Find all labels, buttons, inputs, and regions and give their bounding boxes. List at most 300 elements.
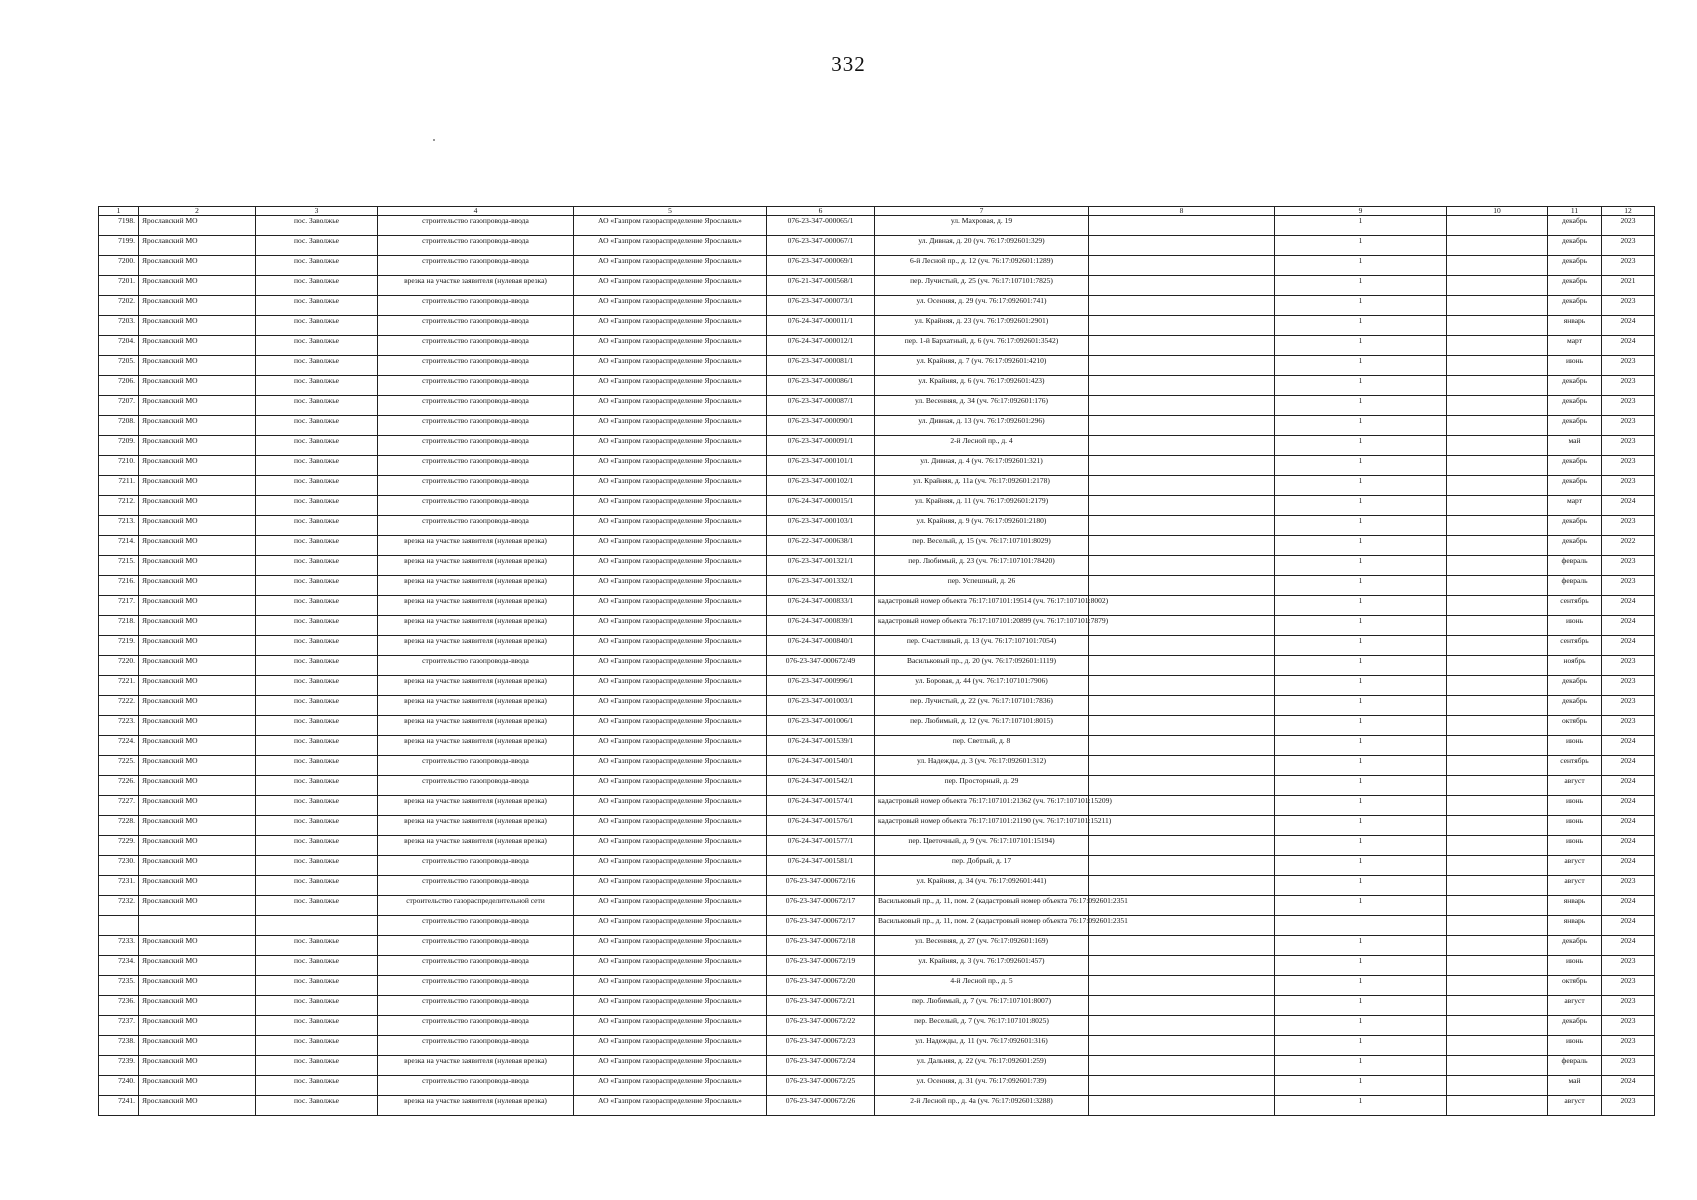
column-number-row: [99, 207, 1655, 216]
address-cell: ул. Крайняя, д. 3 (уч. 76:17:092601:457): [875, 956, 1089, 976]
table-row: [99, 696, 1655, 716]
year-cell: 2024: [1602, 616, 1655, 636]
column-10-cell: [1447, 796, 1548, 816]
scan-speck: [433, 139, 435, 141]
organization-cell: АО «Газпром газораспределение Ярославль»: [574, 276, 767, 296]
address-cell: пер. Веселый, д. 15 (уч. 76:17:107101:8029): [875, 536, 1089, 556]
settlement-cell: пос. Заволжье: [256, 236, 378, 256]
column-8-cell: [1089, 816, 1275, 836]
address-cell: ул. Махровая, д. 19: [875, 216, 1089, 236]
contract-number-cell: 076-23-347-000672/22: [767, 1016, 875, 1036]
row-number: 7241.: [99, 1096, 139, 1116]
year-cell: 2024: [1602, 496, 1655, 516]
quantity-cell: 1: [1275, 816, 1447, 836]
quantity-cell: 1: [1275, 416, 1447, 436]
municipality-cell: Ярославский МО: [139, 476, 256, 496]
organization-cell: АО «Газпром газораспределение Ярославль»: [574, 456, 767, 476]
settlement-cell: пос. Заволжье: [256, 636, 378, 656]
organization-cell: АО «Газпром газораспределение Ярославль»: [574, 436, 767, 456]
quantity-cell: 1: [1275, 956, 1447, 976]
quantity-cell: 1: [1275, 596, 1447, 616]
settlement-cell: пос. Заволжье: [256, 496, 378, 516]
settlement-cell: пос. Заволжье: [256, 376, 378, 396]
row-number: 7207.: [99, 396, 139, 416]
row-number: 7213.: [99, 516, 139, 536]
column-10-cell: [1447, 216, 1548, 236]
municipality-cell: Ярославский МО: [139, 836, 256, 856]
month-cell: декабрь: [1548, 256, 1602, 276]
organization-cell: АО «Газпром газораспределение Ярославль»: [574, 1056, 767, 1076]
work-type-cell: врезка на участке заявителя (нулевая врезка): [378, 636, 574, 656]
column-10-cell: [1447, 936, 1548, 956]
column-10-cell: [1447, 516, 1548, 536]
year-cell: 2024: [1602, 776, 1655, 796]
column-8-cell: [1089, 476, 1275, 496]
year-cell: 2023: [1602, 396, 1655, 416]
address-cell: ул. Дальняя, д. 22 (уч. 76:17:092601:259): [875, 1056, 1089, 1076]
quantity-cell: 1: [1275, 456, 1447, 476]
column-10-cell: [1447, 636, 1548, 656]
year-cell: 2023: [1602, 376, 1655, 396]
month-cell: сентябрь: [1548, 636, 1602, 656]
month-cell: февраль: [1548, 1056, 1602, 1076]
organization-cell: АО «Газпром газораспределение Ярославль»: [574, 876, 767, 896]
contract-number-cell: 076-23-347-000073/1: [767, 296, 875, 316]
year-cell: 2024: [1602, 316, 1655, 336]
year-cell: 2024: [1602, 736, 1655, 756]
work-type-cell: строительство газопровода-ввода: [378, 396, 574, 416]
column-8-cell: [1089, 1016, 1275, 1036]
address-cell: ул. Крайняя, д. 11 (уч. 76:17:092601:2179): [875, 496, 1089, 516]
organization-cell: АО «Газпром газораспределение Ярославль»: [574, 416, 767, 436]
month-cell: июнь: [1548, 816, 1602, 836]
quantity-cell: 1: [1275, 316, 1447, 336]
column-10-cell: [1447, 316, 1548, 336]
contract-number-cell: 076-23-347-000672/21: [767, 996, 875, 1016]
contract-number-cell: 076-23-347-001003/1: [767, 696, 875, 716]
contract-number-cell: 076-23-347-000081/1: [767, 356, 875, 376]
column-10-cell: [1447, 596, 1548, 616]
settlement-cell: пос. Заволжье: [256, 1036, 378, 1056]
column-10-cell: [1447, 956, 1548, 976]
month-cell: январь: [1548, 896, 1602, 916]
work-type-cell: строительство газопровода-ввода: [378, 456, 574, 476]
address-cell: ул. Надежды, д. 11 (уч. 76:17:092601:316): [875, 1036, 1089, 1056]
work-type-cell: врезка на участке заявителя (нулевая врезка): [378, 536, 574, 556]
table-row: [99, 496, 1655, 516]
table-row: [99, 236, 1655, 256]
settlement-cell: пос. Заволжье: [256, 736, 378, 756]
table-row: [99, 1076, 1655, 1096]
row-number: 7201.: [99, 276, 139, 296]
work-type-cell: врезка на участке заявителя (нулевая врезка): [378, 576, 574, 596]
month-cell: август: [1548, 856, 1602, 876]
column-10-cell: [1447, 616, 1548, 636]
work-type-cell: строительство газопровода-ввода: [378, 936, 574, 956]
column-10-cell: [1447, 736, 1548, 756]
municipality-cell: Ярославский МО: [139, 296, 256, 316]
row-number: 7233.: [99, 936, 139, 956]
quantity-cell: 1: [1275, 296, 1447, 316]
table-row: [99, 1036, 1655, 1056]
column-8-cell: [1089, 836, 1275, 856]
page-number: 332: [831, 52, 866, 76]
settlement-cell: пос. Заволжье: [256, 756, 378, 776]
table-row: [99, 836, 1655, 856]
organization-cell: АО «Газпром газораспределение Ярославль»: [574, 376, 767, 396]
table-row: [99, 476, 1655, 496]
year-cell: 2022: [1602, 536, 1655, 556]
address-cell: ул. Надежды, д. 3 (уч. 76:17:092601:312): [875, 756, 1089, 776]
quantity-cell: 1: [1275, 796, 1447, 816]
settlement-cell: пос. Заволжье: [256, 696, 378, 716]
column-10-cell: [1447, 336, 1548, 356]
column-10-cell: [1447, 536, 1548, 556]
municipality-cell: Ярославский МО: [139, 616, 256, 636]
column-10-cell: [1447, 376, 1548, 396]
organization-cell: АО «Газпром газораспределение Ярославль»: [574, 616, 767, 636]
column-10-cell: [1447, 716, 1548, 736]
column-8-cell: [1089, 756, 1275, 776]
contract-number-cell: 076-23-347-000065/1: [767, 216, 875, 236]
quantity-cell: 1: [1275, 656, 1447, 676]
month-cell: декабрь: [1548, 376, 1602, 396]
column-10-cell: [1447, 236, 1548, 256]
year-cell: 2023: [1602, 476, 1655, 496]
municipality-cell: Ярославский МО: [139, 1036, 256, 1056]
contract-number-cell: 076-24-347-001581/1: [767, 856, 875, 876]
row-number: 7235.: [99, 976, 139, 996]
address-cell: кадастровый номер объекта 76:17:107101:20899 (уч. 76:17:107101:7879): [875, 616, 1089, 636]
organization-cell: АО «Газпром газораспределение Ярославль»: [574, 356, 767, 376]
row-number: [99, 916, 139, 936]
month-cell: август: [1548, 1096, 1602, 1116]
contract-number-cell: 076-24-347-000011/1: [767, 316, 875, 336]
address-cell: пер. Любимый, д. 23 (уч. 76:17:107101:78420): [875, 556, 1089, 576]
month-cell: август: [1548, 996, 1602, 1016]
settlement-cell: пос. Заволжье: [256, 956, 378, 976]
year-cell: 2023: [1602, 436, 1655, 456]
row-number: 7214.: [99, 536, 139, 556]
organization-cell: АО «Газпром газораспределение Ярославль»: [574, 576, 767, 596]
column-10-cell: [1447, 296, 1548, 316]
municipality-cell: Ярославский МО: [139, 816, 256, 836]
year-cell: 2024: [1602, 756, 1655, 776]
row-number: 7215.: [99, 556, 139, 576]
contract-number-cell: 076-23-347-001321/1: [767, 556, 875, 576]
year-cell: 2023: [1602, 1096, 1655, 1116]
settlement-cell: пос. Заволжье: [256, 876, 378, 896]
work-type-cell: строительство газопровода-ввода: [378, 916, 574, 936]
year-cell: 2021: [1602, 276, 1655, 296]
column-10-cell: [1447, 756, 1548, 776]
settlement-cell: пос. Заволжье: [256, 856, 378, 876]
column-10-cell: [1447, 396, 1548, 416]
column-10-cell: [1447, 976, 1548, 996]
work-type-cell: строительство газопровода-ввода: [378, 476, 574, 496]
month-cell: январь: [1548, 316, 1602, 336]
municipality-cell: Ярославский МО: [139, 896, 256, 916]
settlement-cell: пос. Заволжье: [256, 336, 378, 356]
month-cell: февраль: [1548, 556, 1602, 576]
table-row: [99, 776, 1655, 796]
row-number: 7230.: [99, 856, 139, 876]
quantity-cell: 1: [1275, 276, 1447, 296]
work-type-cell: строительство газопровода-ввода: [378, 356, 574, 376]
year-cell: 2024: [1602, 596, 1655, 616]
quantity-cell: 1: [1275, 976, 1447, 996]
table-row: [99, 1016, 1655, 1036]
row-number: 7229.: [99, 836, 139, 856]
quantity-cell: 1: [1275, 676, 1447, 696]
address-cell: 2-й Лесной пр., д. 4: [875, 436, 1089, 456]
municipality-cell: Ярославский МО: [139, 936, 256, 956]
column-8-cell: [1089, 956, 1275, 976]
address-cell: пер. Цветочный, д. 9 (уч. 76:17:107101:15194): [875, 836, 1089, 856]
column-8-cell: [1089, 636, 1275, 656]
column-number: 9: [1275, 207, 1447, 216]
municipality-cell: Ярославский МО: [139, 336, 256, 356]
table-row: [99, 936, 1655, 956]
table-row: [99, 716, 1655, 736]
work-type-cell: строительство газопровода-ввода: [378, 756, 574, 776]
municipality-cell: Ярославский МО: [139, 456, 256, 476]
column-10-cell: [1447, 1096, 1548, 1116]
quantity-cell: 1: [1275, 216, 1447, 236]
organization-cell: АО «Газпром газораспределение Ярославль»: [574, 536, 767, 556]
address-cell: Васильковый пр., д. 11, пом. 2 (кадастровый номер объекта 76:17:092601:2351: [875, 916, 1089, 936]
row-number: 7224.: [99, 736, 139, 756]
column-number: 7: [875, 207, 1089, 216]
month-cell: декабрь: [1548, 1016, 1602, 1036]
quantity-cell: 1: [1275, 836, 1447, 856]
table-row: [99, 256, 1655, 276]
year-cell: 2023: [1602, 216, 1655, 236]
contract-number-cell: 076-23-347-000672/20: [767, 976, 875, 996]
quantity-cell: [1275, 916, 1447, 936]
contract-number-cell: 076-23-347-000101/1: [767, 456, 875, 476]
year-cell: 2023: [1602, 256, 1655, 276]
column-8-cell: [1089, 596, 1275, 616]
municipality-cell: Ярославский МО: [139, 1056, 256, 1076]
column-10-cell: [1447, 836, 1548, 856]
contract-number-cell: 076-23-347-000069/1: [767, 256, 875, 276]
address-cell: ул. Осенняя, д. 31 (уч. 76:17:092601:739): [875, 1076, 1089, 1096]
settlement-cell: пос. Заволжье: [256, 576, 378, 596]
column-10-cell: [1447, 276, 1548, 296]
work-type-cell: строительство газопровода-ввода: [378, 976, 574, 996]
work-type-cell: врезка на участке заявителя (нулевая врезка): [378, 276, 574, 296]
month-cell: декабрь: [1548, 676, 1602, 696]
table-row: [99, 376, 1655, 396]
work-type-cell: врезка на участке заявителя (нулевая врезка): [378, 616, 574, 636]
address-cell: ул. Весенняя, д. 27 (уч. 76:17:092601:169): [875, 936, 1089, 956]
settlement-cell: пос. Заволжье: [256, 676, 378, 696]
row-number: 7211.: [99, 476, 139, 496]
work-type-cell: строительство газопровода-ввода: [378, 876, 574, 896]
organization-cell: АО «Газпром газораспределение Ярославль»: [574, 716, 767, 736]
municipality-cell: [139, 916, 256, 936]
municipality-cell: Ярославский МО: [139, 736, 256, 756]
contract-number-cell: 076-23-347-000672/26: [767, 1096, 875, 1116]
year-cell: 2023: [1602, 516, 1655, 536]
column-10-cell: [1447, 876, 1548, 896]
month-cell: май: [1548, 1076, 1602, 1096]
contract-number-cell: 076-23-347-000672/18: [767, 936, 875, 956]
municipality-cell: Ярославский МО: [139, 636, 256, 656]
contract-number-cell: 076-21-347-000568/1: [767, 276, 875, 296]
year-cell: 2024: [1602, 856, 1655, 876]
month-cell: декабрь: [1548, 236, 1602, 256]
month-cell: декабрь: [1548, 276, 1602, 296]
contract-number-cell: 076-23-347-000672/49: [767, 656, 875, 676]
year-cell: 2023: [1602, 876, 1655, 896]
month-cell: июнь: [1548, 736, 1602, 756]
quantity-cell: 1: [1275, 556, 1447, 576]
column-8-cell: [1089, 516, 1275, 536]
municipality-cell: Ярославский МО: [139, 976, 256, 996]
address-cell: 6-й Лесной пр., д. 12 (уч. 76:17:092601:1289): [875, 256, 1089, 276]
month-cell: март: [1548, 336, 1602, 356]
work-type-cell: врезка на участке заявителя (нулевая врезка): [378, 676, 574, 696]
organization-cell: АО «Газпром газораспределение Ярославль»: [574, 1016, 767, 1036]
column-8-cell: [1089, 996, 1275, 1016]
work-type-cell: строительство газопровода-ввода: [378, 1076, 574, 1096]
quantity-cell: 1: [1275, 996, 1447, 1016]
contract-number-cell: 076-23-347-000672/19: [767, 956, 875, 976]
row-number: 7221.: [99, 676, 139, 696]
table-row: [99, 1056, 1655, 1076]
quantity-cell: 1: [1275, 436, 1447, 456]
contract-number-cell: 076-24-347-000833/1: [767, 596, 875, 616]
work-type-cell: строительство газораспределительной сети: [378, 896, 574, 916]
settlement-cell: пос. Заволжье: [256, 1016, 378, 1036]
contract-number-cell: 076-23-347-000091/1: [767, 436, 875, 456]
row-number: 7226.: [99, 776, 139, 796]
year-cell: 2023: [1602, 716, 1655, 736]
year-cell: 2023: [1602, 556, 1655, 576]
contract-number-cell: 076-24-347-000015/1: [767, 496, 875, 516]
address-cell: пер. Светлый, д. 8: [875, 736, 1089, 756]
table-row: [99, 216, 1655, 236]
column-10-cell: [1447, 816, 1548, 836]
quantity-cell: 1: [1275, 516, 1447, 536]
address-cell: кадастровый номер объекта 76:17:107101:21190 (уч. 76:17:107101:15211): [875, 816, 1089, 836]
work-type-cell: строительство газопровода-ввода: [378, 776, 574, 796]
organization-cell: АО «Газпром газораспределение Ярославль»: [574, 896, 767, 916]
row-number: 7220.: [99, 656, 139, 676]
table-row: [99, 296, 1655, 316]
settlement-cell: пос. Заволжье: [256, 296, 378, 316]
row-number: 7238.: [99, 1036, 139, 1056]
row-number: 7240.: [99, 1076, 139, 1096]
quantity-cell: 1: [1275, 856, 1447, 876]
municipality-cell: Ярославский МО: [139, 656, 256, 676]
column-8-cell: [1089, 616, 1275, 636]
year-cell: 2024: [1602, 836, 1655, 856]
month-cell: декабрь: [1548, 536, 1602, 556]
column-10-cell: [1447, 656, 1548, 676]
column-number: 8: [1089, 207, 1275, 216]
table-row: [99, 856, 1655, 876]
contract-number-cell: 076-23-347-000996/1: [767, 676, 875, 696]
address-cell: ул. Боровая, д. 44 (уч. 76:17:107101:7906): [875, 676, 1089, 696]
contract-number-cell: 076-24-347-001574/1: [767, 796, 875, 816]
organization-cell: АО «Газпром газораспределение Ярославль»: [574, 596, 767, 616]
table-row: [99, 596, 1655, 616]
column-8-cell: [1089, 1056, 1275, 1076]
row-number: 7199.: [99, 236, 139, 256]
year-cell: 2023: [1602, 456, 1655, 476]
table-row: [99, 916, 1655, 936]
work-type-cell: строительство газопровода-ввода: [378, 216, 574, 236]
year-cell: 2024: [1602, 816, 1655, 836]
municipality-cell: Ярославский МО: [139, 756, 256, 776]
column-10-cell: [1447, 1056, 1548, 1076]
municipality-cell: Ярославский МО: [139, 256, 256, 276]
settlement-cell: пос. Заволжье: [256, 716, 378, 736]
quantity-cell: 1: [1275, 936, 1447, 956]
table-row: [99, 756, 1655, 776]
work-type-cell: строительство газопровода-ввода: [378, 516, 574, 536]
row-number: 7210.: [99, 456, 139, 476]
address-cell: 4-й Лесной пр., д. 5: [875, 976, 1089, 996]
column-8-cell: [1089, 416, 1275, 436]
row-number: 7223.: [99, 716, 139, 736]
year-cell: 2023: [1602, 576, 1655, 596]
address-cell: ул. Крайняя, д. 6 (уч. 76:17:092601:423): [875, 376, 1089, 396]
municipality-cell: Ярославский МО: [139, 1096, 256, 1116]
year-cell: 2024: [1602, 1076, 1655, 1096]
organization-cell: АО «Газпром газораспределение Ярославль»: [574, 736, 767, 756]
work-type-cell: врезка на участке заявителя (нулевая врезка): [378, 596, 574, 616]
month-cell: октябрь: [1548, 716, 1602, 736]
table-row: [99, 636, 1655, 656]
organization-cell: АО «Газпром газораспределение Ярославль»: [574, 636, 767, 656]
settlement-cell: пос. Заволжье: [256, 1076, 378, 1096]
contract-number-cell: 076-23-347-000086/1: [767, 376, 875, 396]
quantity-cell: 1: [1275, 1036, 1447, 1056]
row-number: 7228.: [99, 816, 139, 836]
month-cell: декабрь: [1548, 216, 1602, 236]
row-number: 7234.: [99, 956, 139, 976]
settlement-cell: пос. Заволжье: [256, 816, 378, 836]
municipality-cell: Ярославский МО: [139, 576, 256, 596]
column-number: 4: [378, 207, 574, 216]
year-cell: 2023: [1602, 236, 1655, 256]
work-type-cell: врезка на участке заявителя (нулевая врезка): [378, 836, 574, 856]
municipality-cell: Ярославский МО: [139, 876, 256, 896]
address-cell: Васильковый пр., д. 11, пом. 2 (кадастровый номер объекта 76:17:092601:2351: [875, 896, 1089, 916]
table-row: [99, 576, 1655, 596]
column-8-cell: [1089, 276, 1275, 296]
column-8-cell: [1089, 556, 1275, 576]
organization-cell: АО «Газпром газораспределение Ярославль»: [574, 1036, 767, 1056]
contract-number-cell: 076-24-347-001577/1: [767, 836, 875, 856]
contract-number-cell: 076-24-347-001539/1: [767, 736, 875, 756]
month-cell: декабрь: [1548, 476, 1602, 496]
column-8-cell: [1089, 316, 1275, 336]
table-row: [99, 976, 1655, 996]
work-type-cell: строительство газопровода-ввода: [378, 296, 574, 316]
register-body: [99, 216, 1655, 1116]
settlement-cell: пос. Заволжье: [256, 896, 378, 916]
organization-cell: АО «Газпром газораспределение Ярославль»: [574, 556, 767, 576]
year-cell: 2024: [1602, 896, 1655, 916]
organization-cell: АО «Газпром газораспределение Ярославль»: [574, 656, 767, 676]
quantity-cell: 1: [1275, 1056, 1447, 1076]
address-cell: пер. Добрый, д. 17: [875, 856, 1089, 876]
